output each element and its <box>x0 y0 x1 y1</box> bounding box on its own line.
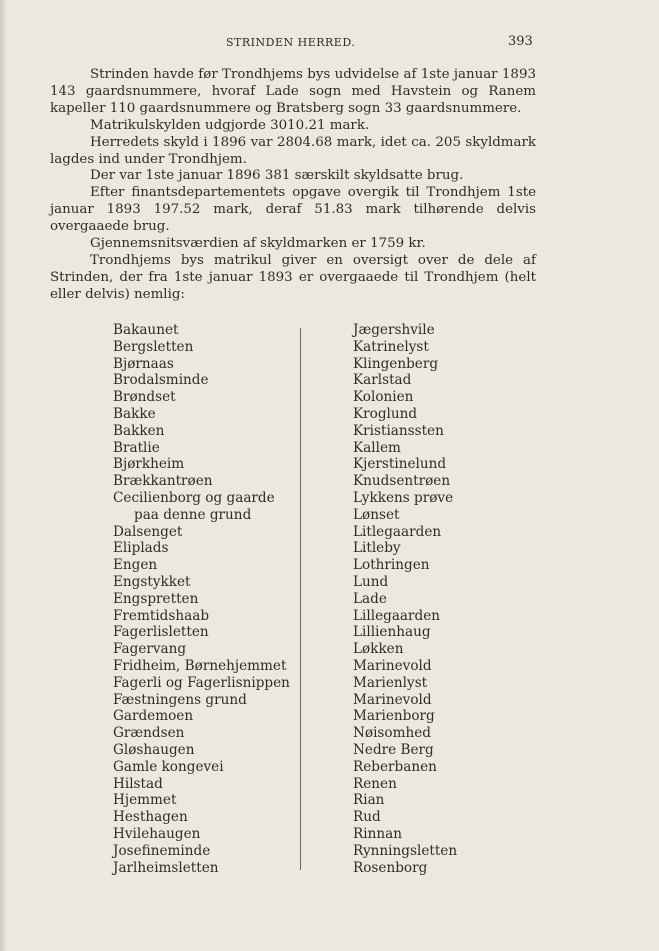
list-item: Marinevold <box>353 691 432 708</box>
list-item: Grændsen <box>113 725 185 742</box>
list-item: Bergsletten <box>113 338 194 355</box>
list-item: Karlstad <box>353 372 412 389</box>
list-item: Gamle kongevei <box>113 758 224 775</box>
paragraph: Gjennemsnitsværdien af skyldmarken er 1759 kr. <box>90 236 426 252</box>
list-item: Hvilehaugen <box>113 825 201 842</box>
list-item: Lønset <box>353 506 400 523</box>
list-item: Engen <box>113 557 158 574</box>
list-item: Løkken <box>353 641 404 658</box>
list-item: Klingenberg <box>353 355 439 372</box>
list-item-continuation: paa denne grund <box>134 506 252 523</box>
page-header <box>0 34 659 52</box>
list-item: Bratlie <box>113 439 160 456</box>
list-item: Hilstad <box>113 775 163 792</box>
list-item: Rud <box>353 809 381 826</box>
list-item: Cecilienborg og gaarde <box>113 489 275 506</box>
body-text <box>50 67 536 304</box>
list-item: Dalsenget <box>113 523 183 540</box>
list-item: Kroglund <box>353 405 418 422</box>
list-item: Josefineminde <box>113 842 211 859</box>
list-item: Fremtidshaab <box>113 607 210 624</box>
list-item: Fagervang <box>113 641 187 658</box>
paragraph: Der var 1ste januar 1896 381 særskilt skyldsatte brug. <box>90 168 464 184</box>
list-item: Litlegaarden <box>353 523 442 540</box>
list-item: Kristianssten <box>353 422 444 439</box>
list-item: Hesthagen <box>113 809 188 826</box>
list-item: Fagerlisletten <box>113 624 209 641</box>
running-title: STRINDEN HERRED. <box>226 36 356 49</box>
list-item: Lothringen <box>353 557 430 574</box>
list-item: Brækkantrøen <box>113 473 213 490</box>
list-item: Brodalsminde <box>113 372 209 389</box>
list-item: Kallem <box>353 439 401 456</box>
list-item: Lade <box>353 590 387 607</box>
list-item: Nedre Berg <box>353 741 434 758</box>
list-item: Nøisomhed <box>353 725 431 742</box>
list-item: Renen <box>353 775 397 792</box>
list-item: Kolonien <box>353 389 414 406</box>
list-item: Kjerstinelund <box>353 456 447 473</box>
list-item: Engstykket <box>113 573 191 590</box>
list-item: Jarlheimsletten <box>113 859 219 876</box>
list-item: Bjørnaas <box>113 355 174 372</box>
list-item: Fagerli og Fagerlisnippen <box>113 674 290 691</box>
list-item: Fæstningens grund <box>113 691 247 708</box>
list-item: Brøndset <box>113 389 176 406</box>
list-item: Eliplads <box>113 540 169 557</box>
list-item: Hjemmet <box>113 792 177 809</box>
paragraph: Efter finantsdepartementets opgave overgik til Trondhjem 1ste januar 1893 197.52 mark, deraf 51.83 mark tilhørende delvis overgaaede brug. <box>50 185 536 235</box>
list-item: Fridheim, Børnehjemmet <box>113 657 287 674</box>
list-item: Knudsentrøen <box>353 473 451 490</box>
list-item: Rian <box>353 792 385 809</box>
paragraph: Trondhjems bys matrikul giver en oversigt over de dele af Strinden, der fra 1ste januar 1893 er overgaaede til Trondhjem (helt eller delvis) nemlig: <box>50 252 536 302</box>
list-item: Bakke <box>113 405 156 422</box>
list-item: Bakken <box>113 422 165 439</box>
left-column <box>113 322 303 876</box>
paragraph: Matrikulskylden udgjorde 3010.21 mark. <box>90 117 370 133</box>
list-item: Lillegaarden <box>353 607 441 624</box>
list-item: Marienlyst <box>353 674 428 691</box>
column-divider <box>300 328 301 870</box>
page-edge <box>0 0 6 951</box>
list-item: Jægershvile <box>353 322 435 338</box>
list-item: Gardemoen <box>113 708 194 725</box>
list-item: Litleby <box>353 540 401 557</box>
list-item: Gløshaugen <box>113 741 195 758</box>
paragraph: Herredets skyld i 1896 var 2804.68 mark, idet ca. 205 skyldmark lagdes ind under Trondhjem. <box>50 134 536 167</box>
list-item: Reberbanen <box>353 758 437 775</box>
list-item: Bakaunet <box>113 322 179 338</box>
list-item: Rosenborg <box>353 859 428 876</box>
list-item: Rynningsletten <box>353 842 458 859</box>
paragraph: Strinden havde før Trondhjems bys udvidelse af 1ste januar 1893 143 gaardsnummere, hvoraf Lade sogn med Havstein og Ranem kapeller 110 gaardsnummere og Bratsberg sogn 33 gaardsnummere. <box>50 67 536 116</box>
list-item: Engspretten <box>113 590 199 607</box>
list-item: Katrinelyst <box>353 338 429 355</box>
list-item: Marinevold <box>353 657 432 674</box>
list-item: Lillienhaug <box>353 624 431 641</box>
list-item: Bjørkheim <box>113 456 185 473</box>
list-item: Lund <box>353 573 389 590</box>
right-column <box>353 322 533 876</box>
list-item: Marienborg <box>353 708 435 725</box>
page-number: 393 <box>508 34 533 49</box>
list-item: Lykkens prøve <box>353 489 454 506</box>
list-item: Rinnan <box>353 825 402 842</box>
